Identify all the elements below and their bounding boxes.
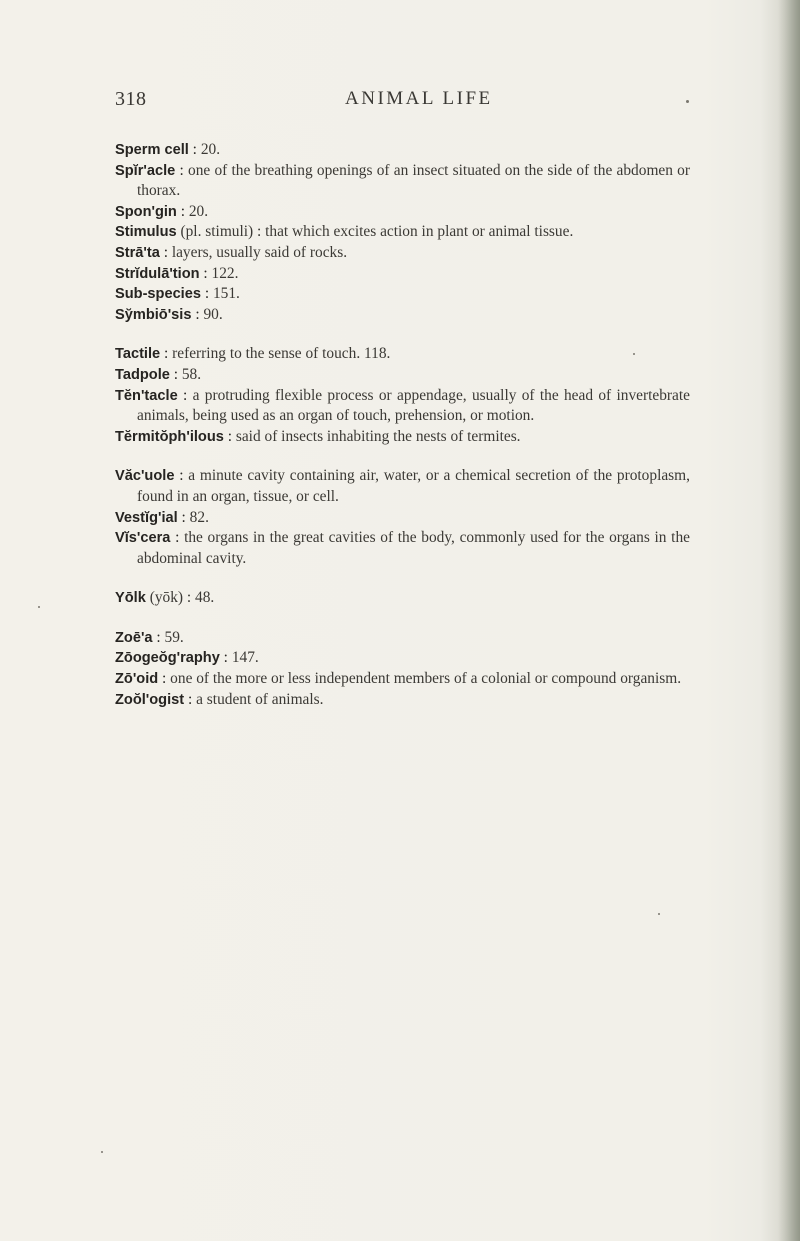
entry-term: Zō'oid xyxy=(115,671,159,688)
entry-term: Zoē'a xyxy=(115,629,153,646)
entry-term: Sperm cell xyxy=(115,142,189,158)
entry-definition: 90. xyxy=(203,305,223,323)
entry-term: Yōlk xyxy=(115,590,146,607)
entry-definition: 122. xyxy=(211,264,239,282)
entry-definition: a protruding flexible process or appendage, usually of the head of invertebrate animals, being used as an organ of touch, prehension, or motion. xyxy=(137,386,690,425)
entry-definition: 58. xyxy=(181,365,202,383)
running-head xyxy=(115,88,690,116)
ink-speck xyxy=(633,353,635,355)
entry-definition: 20. xyxy=(188,202,209,220)
entry-term: Tĕrmitŏph'ilous xyxy=(115,428,224,445)
glossary-entry: Zōogeŏg'raphy : 147. xyxy=(115,649,259,667)
entry-term: Tĕn'tacle xyxy=(115,387,178,404)
entry-definition: a minute cavity containing air, water, or a chemical secretion of the protoplasm, found in an organ, tissue, or cell. xyxy=(137,467,690,505)
glossary-entry: Sub-species : 151. xyxy=(115,285,240,303)
entry-definition: 59. xyxy=(164,628,184,646)
glossary-entry: Tadpole : 58. xyxy=(115,365,202,383)
glossary-entry: Zō'oid : one of the more or less independent members of a colonial or compound organism. xyxy=(115,670,682,688)
glossary-entry: Vestĭg'ial : 82. xyxy=(115,508,209,526)
entry-term: Strĭdulā'tion xyxy=(115,265,200,282)
glossary-entry xyxy=(115,588,690,609)
entry-definition: the organs in the great cavities of the body, commonly used for the organs in the abdominal cavity. xyxy=(137,529,690,567)
entry-definition: (pl. stimuli) : that which excites action in plant or animal tissue. xyxy=(180,223,574,241)
entry-term: Strā'ta xyxy=(115,244,160,261)
entry-term: Stimulus xyxy=(115,224,177,241)
glossary-entry: Tĕrmitŏph'ilous : said of insects inhabiting the nests of termites. xyxy=(115,427,521,445)
entry-term: Vestĭg'ial xyxy=(115,509,178,526)
glossary-entry: Văc'uole : a minute cavity containing air, water, or a chemical secretion of the protoplasm, found in an organ, tissue, or cell. xyxy=(115,467,690,505)
glossary-entry: Sperm cell : 20. xyxy=(115,141,221,158)
glossary-entry: Sy̆mbiō'sis : 90. xyxy=(115,305,223,323)
entry-definition: 151. xyxy=(212,285,240,303)
glossary-entry: Tactile : referring to the sense of touch. 118. xyxy=(115,345,391,363)
ink-speck xyxy=(658,913,660,915)
entry-definition: 147. xyxy=(231,649,259,667)
entry-term: Tactile xyxy=(115,346,161,363)
entry-term: Zōogeŏg'raphy xyxy=(115,650,220,667)
glossary-group-z xyxy=(115,628,690,710)
glossary-group-y xyxy=(115,588,690,609)
glossary-group-s xyxy=(115,140,690,325)
glossary-group-v xyxy=(115,466,690,569)
entry-definition: 82. xyxy=(189,508,209,526)
entry-definition: one of the more or less independent members of a colonial or compound organism. xyxy=(170,670,682,688)
entry-definition: referring to the sense of touch. 118. xyxy=(172,345,391,363)
ink-speck xyxy=(101,1151,103,1153)
glossary-entry: Spĭr'acle : one of the breathing openings of an insect situated on the side of the abdomen or thorax. xyxy=(115,161,690,200)
glossary-group-t xyxy=(115,344,690,447)
entry-term: Spĭr'acle xyxy=(115,162,176,179)
entry-term: Sy̆mbiō'sis xyxy=(115,306,192,323)
ink-speck xyxy=(686,100,689,103)
entry-term: Tadpole xyxy=(115,366,170,383)
glossary-entry: Strĭdulā'tion : 122. xyxy=(115,264,239,282)
entry-definition: 20. xyxy=(200,141,221,158)
page-number: 318 xyxy=(115,88,147,110)
entry-definition: said of insects inhabiting the nests of termites. xyxy=(235,427,521,445)
glossary-list xyxy=(115,140,690,729)
glossary-entry: Zoŏl'ogist : a student of animals. xyxy=(115,690,324,708)
entry-term: Zoŏl'ogist xyxy=(115,691,185,708)
entry-definition: one of the breathing openings of an insect situated on the side of the abdomen or thorax. xyxy=(137,161,690,200)
glossary-entry xyxy=(115,222,690,243)
entry-term: Văc'uole xyxy=(115,468,175,485)
glossary-entry: Vĭs'cera : the organs in the great cavities of the body, commonly used for the organs in the abdominal cavity. xyxy=(115,529,690,567)
glossary-entry: Strā'ta : layers, usually said of rocks. xyxy=(115,243,348,261)
glossary-entry: Spon'gin : 20. xyxy=(115,202,209,220)
glossary-entry: Tĕn'tacle : a protruding flexible process or appendage, usually of the head of invertebrate animals, being used as an organ of touch, prehension, or motion. xyxy=(115,386,690,425)
running-title: ANIMAL LIFE xyxy=(345,88,493,109)
glossary-entry: Zoē'a : 59. xyxy=(115,628,184,646)
ink-speck xyxy=(38,606,40,608)
page-edge-shadow xyxy=(778,0,800,1241)
entry-term: Sub-species xyxy=(115,286,201,303)
entry-definition: a student of animals. xyxy=(196,690,324,708)
entry-definition: (yōk) : 48. xyxy=(149,589,215,607)
entry-term: Vĭs'cera xyxy=(115,530,171,547)
entry-definition: layers, usually said of rocks. xyxy=(171,243,348,261)
entry-term: Spon'gin xyxy=(115,203,177,220)
